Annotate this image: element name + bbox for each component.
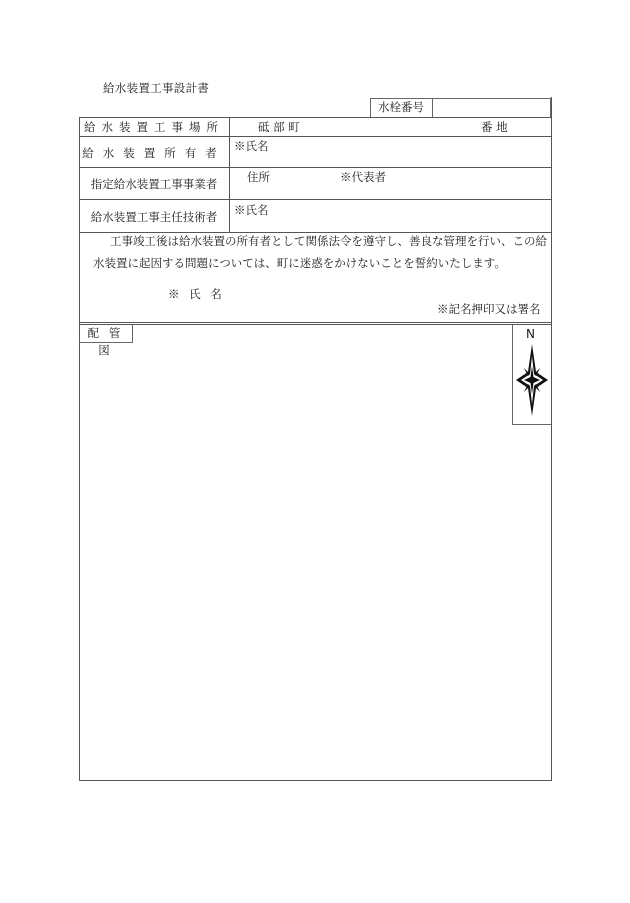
oath-text: 工事竣工後は給水装置の所有者として関係法令を遵守し、善良な管理を行い、この給水装置に起因する問題については、町に迷惑をかけないことを誓約いたします。 [93, 234, 547, 270]
piping-diagram-label: 配 管 図 [79, 325, 133, 343]
row-divider-2 [79, 167, 552, 168]
contractor-representative-field[interactable]: ※代表者 [340, 170, 386, 184]
construction-site-town: 砥 部 町 [258, 120, 300, 134]
construction-site-label: 給水装置工事場所 [84, 120, 224, 134]
section-divider [79, 322, 552, 323]
oath-name-label: ※ 氏 名 [168, 287, 225, 301]
row-divider-3 [79, 199, 552, 200]
chief-engineer-label: 給水装置工事主任技術者 [90, 210, 218, 224]
hydrant-number-label: 水栓番号 [370, 98, 433, 117]
document-title: 給水装置工事設計書 [103, 81, 210, 95]
owner-label: 給水装置所有者 [82, 146, 226, 160]
table-frame-top [79, 117, 552, 118]
label-column-divider [229, 117, 230, 232]
row-divider-1 [79, 136, 552, 137]
compass-rose-icon [514, 342, 550, 420]
construction-site-banchi: 番 地 [481, 120, 508, 134]
owner-name-field[interactable]: ※氏名 [234, 139, 269, 153]
section-divider-double [79, 324, 552, 325]
hydrant-number-field[interactable] [434, 99, 550, 116]
contractor-address-field[interactable]: 住所 [247, 170, 270, 184]
table-frame-bottom [79, 780, 552, 781]
contractor-label: 指定給水装置工事事業者 [90, 177, 218, 191]
piping-diagram-area[interactable] [80, 343, 510, 779]
compass-north-label: N [526, 327, 535, 341]
chief-engineer-name-field[interactable]: ※氏名 [234, 203, 269, 217]
sign-note: ※記名押印又は署名 [437, 302, 541, 316]
compass-needle-core [524, 366, 540, 394]
